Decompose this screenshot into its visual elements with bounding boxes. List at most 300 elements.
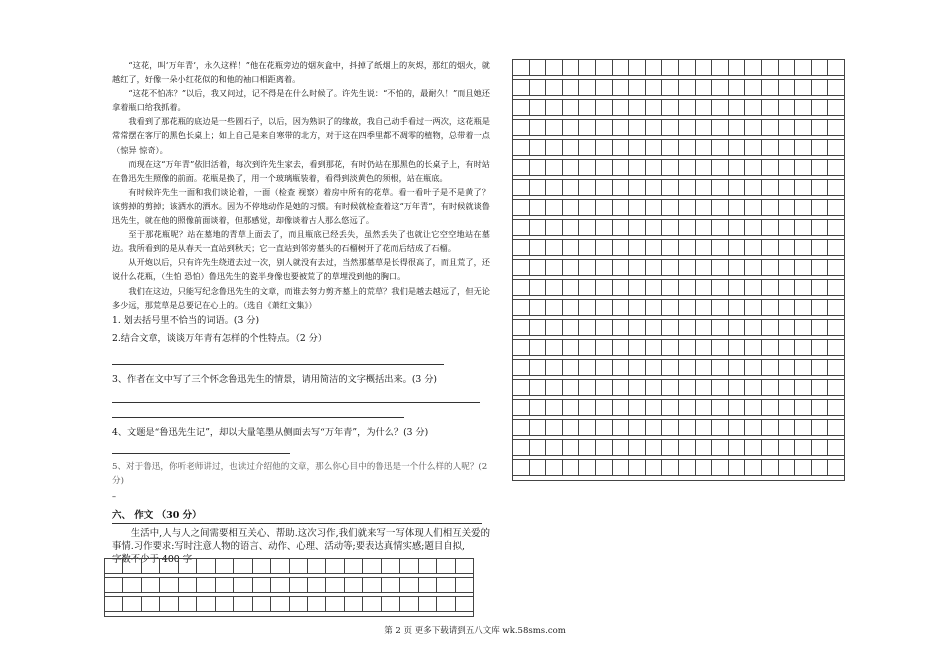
grid-cell[interactable] [745,200,762,215]
grid-cell[interactable] [363,559,381,573]
grid-cell[interactable] [696,120,713,135]
grid-cell[interactable] [795,80,812,95]
grid-cell[interactable] [745,80,762,95]
grid-cell[interactable] [696,180,713,195]
grid-cell[interactable] [646,460,663,475]
grid-cell[interactable] [629,340,646,355]
grid-cell[interactable] [579,200,596,215]
grid-cell[interactable] [613,180,630,195]
grid-cell[interactable] [779,60,796,75]
grid-cell[interactable] [546,100,563,115]
grid-cell[interactable] [745,420,762,435]
grid-cell[interactable] [662,300,679,315]
grid-cell[interactable] [729,280,746,295]
grid-cell[interactable] [795,220,812,235]
grid-cell[interactable] [762,440,779,455]
grid-cell[interactable] [662,340,679,355]
grid-cell[interactable] [812,280,829,295]
grid-cell[interactable] [745,160,762,175]
grid-cell[interactable] [546,420,563,435]
grid-cell[interactable] [596,280,613,295]
grid-cell[interactable] [179,578,197,592]
grid-cell[interactable] [646,100,663,115]
grid-cell[interactable] [762,160,779,175]
grid-cell[interactable] [828,180,844,195]
grid-cell[interactable] [646,160,663,175]
grid-cell[interactable] [779,100,796,115]
grid-cell[interactable] [513,80,530,95]
grid-cell[interactable] [729,380,746,395]
grid-cell[interactable] [828,280,844,295]
grid-cell[interactable] [712,460,729,475]
grid-cell[interactable] [629,60,646,75]
grid-cell[interactable] [530,460,547,475]
grid-cell[interactable] [679,380,696,395]
grid-cell[interactable] [729,80,746,95]
grid-cell[interactable] [579,400,596,415]
grid-cell[interactable] [779,200,796,215]
grid-cell[interactable] [779,440,796,455]
grid-cell[interactable] [596,260,613,275]
grid-cell[interactable] [679,300,696,315]
grid-cell[interactable] [629,180,646,195]
grid-cell[interactable] [530,60,547,75]
grid-cell[interactable] [613,120,630,135]
grid-cell[interactable] [828,340,844,355]
grid-cell[interactable] [679,220,696,235]
grid-cell[interactable] [795,160,812,175]
grid-cell[interactable] [696,460,713,475]
grid-cell[interactable] [795,460,812,475]
grid-cell[interactable] [745,380,762,395]
grid-cell[interactable] [828,360,844,375]
grid-cell[interactable] [762,360,779,375]
grid-cell[interactable] [646,440,663,455]
grid-cell[interactable] [812,100,829,115]
grid-cell[interactable] [513,420,530,435]
grid-cell[interactable] [629,260,646,275]
grid-cell[interactable] [530,380,547,395]
grid-cell[interactable] [828,80,844,95]
grid-cell[interactable] [779,120,796,135]
grid-cell[interactable] [779,180,796,195]
grid-cell[interactable] [326,578,344,592]
grid-cell[interactable] [456,597,473,611]
grid-cell[interactable] [745,300,762,315]
grid-cell[interactable] [563,280,580,295]
grid-cell[interactable] [696,260,713,275]
grid-cell[interactable] [629,360,646,375]
grid-cell[interactable] [795,60,812,75]
grid-cell[interactable] [563,140,580,155]
grid-cell[interactable] [812,300,829,315]
grid-cell[interactable] [629,400,646,415]
grid-cell[interactable] [745,280,762,295]
grid-cell[interactable] [530,80,547,95]
grid-cell[interactable] [812,60,829,75]
grid-cell[interactable] [646,120,663,135]
grid-cell[interactable] [712,60,729,75]
grid-cell[interactable] [812,380,829,395]
grid-cell[interactable] [563,400,580,415]
grid-cell[interactable] [308,597,326,611]
grid-cell[interactable] [679,460,696,475]
grid-cell[interactable] [762,420,779,435]
grid-cell[interactable] [712,140,729,155]
grid-cell[interactable] [729,260,746,275]
grid-cell[interactable] [729,320,746,335]
grid-cell[interactable] [513,120,530,135]
grid-cell[interactable] [530,400,547,415]
grid-cell[interactable] [828,100,844,115]
grid-cell[interactable] [400,597,418,611]
grid-cell[interactable] [729,200,746,215]
grid-cell[interactable] [696,320,713,335]
grid-cell[interactable] [762,280,779,295]
grid-cell[interactable] [762,120,779,135]
grid-cell[interactable] [679,240,696,255]
grid-cell[interactable] [596,400,613,415]
grid-cell[interactable] [712,380,729,395]
grid-cell[interactable] [613,160,630,175]
grid-cell[interactable] [729,100,746,115]
grid-cell[interactable] [546,380,563,395]
grid-cell[interactable] [679,60,696,75]
grid-cell[interactable] [629,220,646,235]
grid-cell[interactable] [812,200,829,215]
grid-cell[interactable] [812,160,829,175]
grid-cell[interactable] [779,460,796,475]
grid-cell[interactable] [253,578,271,592]
grid-cell[interactable] [563,200,580,215]
grid-cell[interactable] [828,400,844,415]
grid-cell[interactable] [546,200,563,215]
grid-cell[interactable] [629,140,646,155]
grid-cell[interactable] [160,597,178,611]
grid-cell[interactable] [563,420,580,435]
grid-cell[interactable] [234,597,252,611]
grid-cell[interactable] [646,300,663,315]
grid-cell[interactable] [679,340,696,355]
grid-cell[interactable] [579,360,596,375]
grid-cell[interactable] [216,597,234,611]
grid-cell[interactable] [197,559,215,573]
grid-cell[interactable] [696,300,713,315]
grid-cell[interactable] [646,420,663,435]
grid-cell[interactable] [596,220,613,235]
grid-cell[interactable] [828,460,844,475]
answer-line-4[interactable] [112,441,290,454]
grid-cell[interactable] [762,180,779,195]
grid-cell[interactable] [812,360,829,375]
grid-cell[interactable] [530,220,547,235]
grid-cell[interactable] [345,597,363,611]
grid-cell[interactable] [513,380,530,395]
grid-cell[interactable] [105,597,123,611]
grid-cell[interactable] [530,440,547,455]
grid-cell[interactable] [579,260,596,275]
grid-cell[interactable] [828,120,844,135]
grid-cell[interactable] [363,578,381,592]
grid-cell[interactable] [662,360,679,375]
grid-cell[interactable] [290,597,308,611]
grid-cell[interactable] [513,360,530,375]
grid-cell[interactable] [779,280,796,295]
grid-cell[interactable] [646,360,663,375]
grid-cell[interactable] [579,380,596,395]
grid-cell[interactable] [579,460,596,475]
grid-cell[interactable] [812,220,829,235]
grid-cell[interactable] [513,440,530,455]
grid-cell[interactable] [828,140,844,155]
grid-cell[interactable] [546,60,563,75]
grid-cell[interactable] [662,180,679,195]
grid-cell[interactable] [679,400,696,415]
grid-cell[interactable] [762,400,779,415]
grid-cell[interactable] [795,260,812,275]
grid-cell[interactable] [123,578,141,592]
grid-cell[interactable] [105,559,123,573]
grid-cell[interactable] [762,80,779,95]
grid-cell[interactable] [745,340,762,355]
grid-cell[interactable] [629,240,646,255]
grid-cell[interactable] [546,340,563,355]
grid-cell[interactable] [679,440,696,455]
grid-cell[interactable] [812,260,829,275]
grid-cell[interactable] [613,360,630,375]
grid-cell[interactable] [513,460,530,475]
grid-cell[interactable] [696,140,713,155]
grid-cell[interactable] [646,400,663,415]
grid-cell[interactable] [546,120,563,135]
grid-cell[interactable] [437,597,455,611]
grid-cell[interactable] [646,80,663,95]
grid-cell[interactable] [596,200,613,215]
grid-cell[interactable] [712,160,729,175]
grid-cell[interactable] [795,440,812,455]
grid-cell[interactable] [729,220,746,235]
grid-cell[interactable] [563,440,580,455]
grid-cell[interactable] [729,420,746,435]
grid-cell[interactable] [812,440,829,455]
grid-cell[interactable] [646,60,663,75]
grid-cell[interactable] [382,578,400,592]
grid-cell[interactable] [779,360,796,375]
grid-cell[interactable] [812,400,829,415]
grid-cell[interactable] [745,140,762,155]
grid-cell[interactable] [662,400,679,415]
grid-cell[interactable] [382,559,400,573]
grid-cell[interactable] [679,120,696,135]
grid-cell[interactable] [696,200,713,215]
grid-cell[interactable] [546,440,563,455]
grid-cell[interactable] [629,80,646,95]
grid-cell[interactable] [579,80,596,95]
grid-cell[interactable] [290,578,308,592]
grid-cell[interactable] [762,320,779,335]
grid-cell[interactable] [563,260,580,275]
grid-cell[interactable] [712,280,729,295]
grid-cell[interactable] [679,420,696,435]
grid-cell[interactable] [779,420,796,435]
grid-cell[interactable] [546,220,563,235]
grid-cell[interactable] [795,240,812,255]
grid-cell[interactable] [729,360,746,375]
grid-cell[interactable] [579,220,596,235]
grid-cell[interactable] [456,559,473,573]
grid-cell[interactable] [629,120,646,135]
grid-cell[interactable] [745,100,762,115]
grid-cell[interactable] [105,578,123,592]
grid-cell[interactable] [613,400,630,415]
grid-cell[interactable] [712,340,729,355]
grid-cell[interactable] [646,220,663,235]
grid-cell[interactable] [779,220,796,235]
grid-cell[interactable] [646,340,663,355]
grid-cell[interactable] [762,460,779,475]
grid-cell[interactable] [596,100,613,115]
grid-cell[interactable] [613,320,630,335]
grid-cell[interactable] [679,320,696,335]
grid-cell[interactable] [662,60,679,75]
grid-cell[interactable] [530,280,547,295]
grid-cell[interactable] [142,578,160,592]
grid-cell[interactable] [142,559,160,573]
grid-cell[interactable] [662,140,679,155]
grid-cell[interactable] [679,260,696,275]
grid-cell[interactable] [662,460,679,475]
grid-cell[interactable] [646,320,663,335]
grid-cell[interactable] [629,380,646,395]
grid-cell[interactable] [613,300,630,315]
grid-cell[interactable] [596,160,613,175]
grid-cell[interactable] [712,180,729,195]
grid-cell[interactable] [828,320,844,335]
grid-cell[interactable] [679,100,696,115]
grid-cell[interactable] [662,320,679,335]
grid-cell[interactable] [729,180,746,195]
grid-cell[interactable] [579,300,596,315]
grid-cell[interactable] [563,60,580,75]
grid-cell[interactable] [563,180,580,195]
grid-cell[interactable] [712,260,729,275]
grid-cell[interactable] [530,180,547,195]
grid-cell[interactable] [762,300,779,315]
grid-cell[interactable] [812,340,829,355]
grid-cell[interactable] [613,420,630,435]
grid-cell[interactable] [579,60,596,75]
grid-cell[interactable] [234,578,252,592]
grid-cell[interactable] [216,578,234,592]
grid-cell[interactable] [160,578,178,592]
grid-cell[interactable] [419,597,437,611]
grid-cell[interactable] [762,260,779,275]
grid-cell[interactable] [345,578,363,592]
grid-cell[interactable] [629,280,646,295]
grid-cell[interactable] [456,578,473,592]
grid-cell[interactable] [779,140,796,155]
grid-cell[interactable] [579,340,596,355]
grid-cell[interactable] [563,380,580,395]
grid-cell[interactable] [513,140,530,155]
grid-cell[interactable] [712,200,729,215]
grid-cell[interactable] [779,160,796,175]
grid-cell[interactable] [234,559,252,573]
grid-cell[interactable] [828,260,844,275]
grid-cell[interactable] [579,100,596,115]
grid-cell[interactable] [613,340,630,355]
grid-cell[interactable] [513,240,530,255]
grid-cell[interactable] [530,260,547,275]
grid-cell[interactable] [419,559,437,573]
grid-cell[interactable] [812,140,829,155]
grid-cell[interactable] [696,420,713,435]
grid-cell[interactable] [762,200,779,215]
grid-cell[interactable] [546,280,563,295]
grid-cell[interactable] [596,80,613,95]
grid-cell[interactable] [762,220,779,235]
grid-cell[interactable] [762,240,779,255]
grid-cell[interactable] [828,220,844,235]
grid-cell[interactable] [596,420,613,435]
grid-cell[interactable] [779,340,796,355]
grid-cell[interactable] [579,160,596,175]
grid-cell[interactable] [696,440,713,455]
grid-cell[interactable] [579,140,596,155]
grid-cell[interactable] [762,340,779,355]
grid-cell[interactable] [513,180,530,195]
grid-cell[interactable] [596,380,613,395]
grid-cell[interactable] [828,60,844,75]
grid-cell[interactable] [712,360,729,375]
grid-cell[interactable] [745,120,762,135]
grid-cell[interactable] [530,160,547,175]
grid-cell[interactable] [729,160,746,175]
grid-cell[interactable] [546,160,563,175]
grid-cell[interactable] [745,460,762,475]
grid-cell[interactable] [253,559,271,573]
grid-cell[interactable] [712,400,729,415]
grid-cell[interactable] [197,578,215,592]
grid-cell[interactable] [563,160,580,175]
grid-cell[interactable] [629,300,646,315]
grid-cell[interactable] [679,140,696,155]
grid-cell[interactable] [530,420,547,435]
grid-cell[interactable] [563,300,580,315]
grid-cell[interactable] [513,280,530,295]
grid-cell[interactable] [579,280,596,295]
grid-cell[interactable] [729,120,746,135]
grid-cell[interactable] [729,140,746,155]
grid-cell[interactable] [745,240,762,255]
grid-cell[interactable] [679,80,696,95]
grid-cell[interactable] [828,160,844,175]
grid-cell[interactable] [795,180,812,195]
grid-cell[interactable] [679,280,696,295]
grid-cell[interactable] [795,360,812,375]
grid-cell[interactable] [530,340,547,355]
grid-cell[interactable] [828,300,844,315]
grid-cell[interactable] [795,280,812,295]
grid-cell[interactable] [179,559,197,573]
grid-cell[interactable] [745,220,762,235]
grid-cell[interactable] [779,80,796,95]
answer-line-3b[interactable] [112,405,404,418]
grid-cell[interactable] [160,559,178,573]
grid-cell[interactable] [437,559,455,573]
grid-cell[interactable] [795,300,812,315]
grid-cell[interactable] [530,300,547,315]
